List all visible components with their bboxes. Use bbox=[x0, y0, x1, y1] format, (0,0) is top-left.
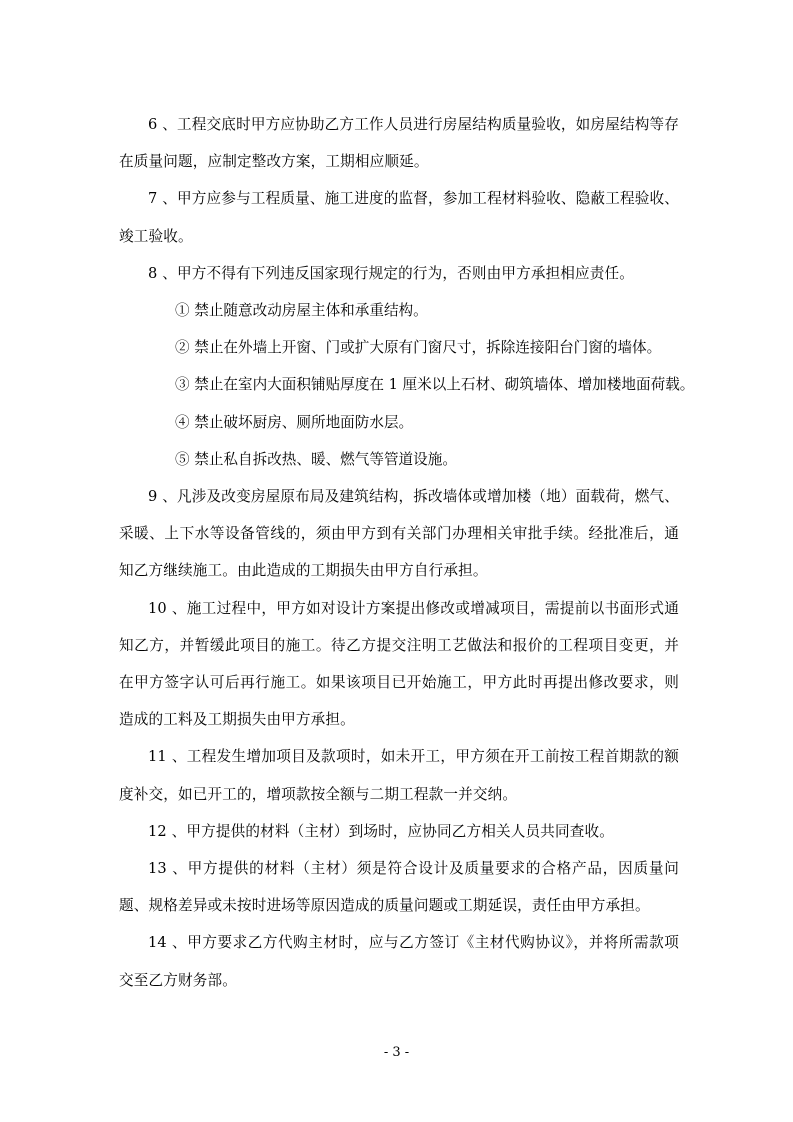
prohibition-3: ③ 禁止在室内大面积铺贴厚度在 1 厘米以上石材、砌筑墙体、增加楼地面荷载。 bbox=[175, 376, 695, 394]
clause-12: 12 、甲方提供的材料（主材）到场时，应协同乙方相关人员共同查收。 bbox=[148, 822, 614, 840]
clause-9: 9 、凡涉及改变房屋原布局及建筑结构，拆改墙体或增加楼（地）面载荷，燃气、采暖、上下水等设备管线的，须由甲方到有关部门办理相关审批手续。经批准后，通知乙方继续施工。由此造成的工期损失由甲方自行承担。 bbox=[119, 488, 679, 580]
prohibition-2: ② 禁止在外墙上开窗、门或扩大原有门窗尺寸，拆除连接阳台门窗的墙体。 bbox=[175, 339, 662, 357]
page-number: - 3 - bbox=[383, 1045, 410, 1060]
prohibition-4: ④ 禁止破坏厨房、厕所地面防水层。 bbox=[175, 413, 414, 431]
clause-13: 13 、甲方提供的材料（主材）须是符合设计及质量要求的合格产品，因质量问题、规格差异或未按时进场等原因造成的质量问题或工期延误，责任由甲方承担。 bbox=[119, 860, 679, 915]
clause-7: 7 、甲方应参与工程质量、施工进度的监督，参加工程材料验收、隐蔽工程验收、竣工验收。 bbox=[119, 190, 679, 245]
prohibition-5: ⑤ 禁止私自拆改热、暖、燃气等管道设施。 bbox=[175, 450, 457, 468]
prohibition-1: ① 禁止随意改动房屋主体和承重结构。 bbox=[175, 302, 428, 320]
contract-body bbox=[119, 106, 695, 999]
clause-6: 6 、工程交底时甲方应协助乙方工作人员进行房屋结构质量验收，如房屋结构等存在质量问题，应制定整改方案，工期相应顺延。 bbox=[119, 116, 679, 171]
clause-8: 8 、甲方不得有下列违反国家现行规定的行为，否则由甲方承担相应责任。 bbox=[148, 264, 635, 282]
clause-10: 10 、施工过程中，甲方如对设计方案提出修改或增减项目，需提前以书面形式通知乙方，并暂缓此项目的施工。待乙方提交注明工艺做法和报价的工程项目变更，并在甲方签字认可后再行施工。如果该项目已开始施工，甲方此时再提出修改要求，则造成的工料及工期损失由甲方承担。 bbox=[119, 599, 679, 729]
clause-11: 11 、工程发生增加项目及款项时，如未开工，甲方须在开工前按工程首期款的额度补交，如已开工的，增项款按全额与二期工程款一并交纳。 bbox=[119, 748, 679, 803]
clause-14: 14 、甲方要求乙方代购主材时，应与乙方签订《主材代购协议》，并将所需款项交至乙方财务部。 bbox=[119, 934, 679, 989]
